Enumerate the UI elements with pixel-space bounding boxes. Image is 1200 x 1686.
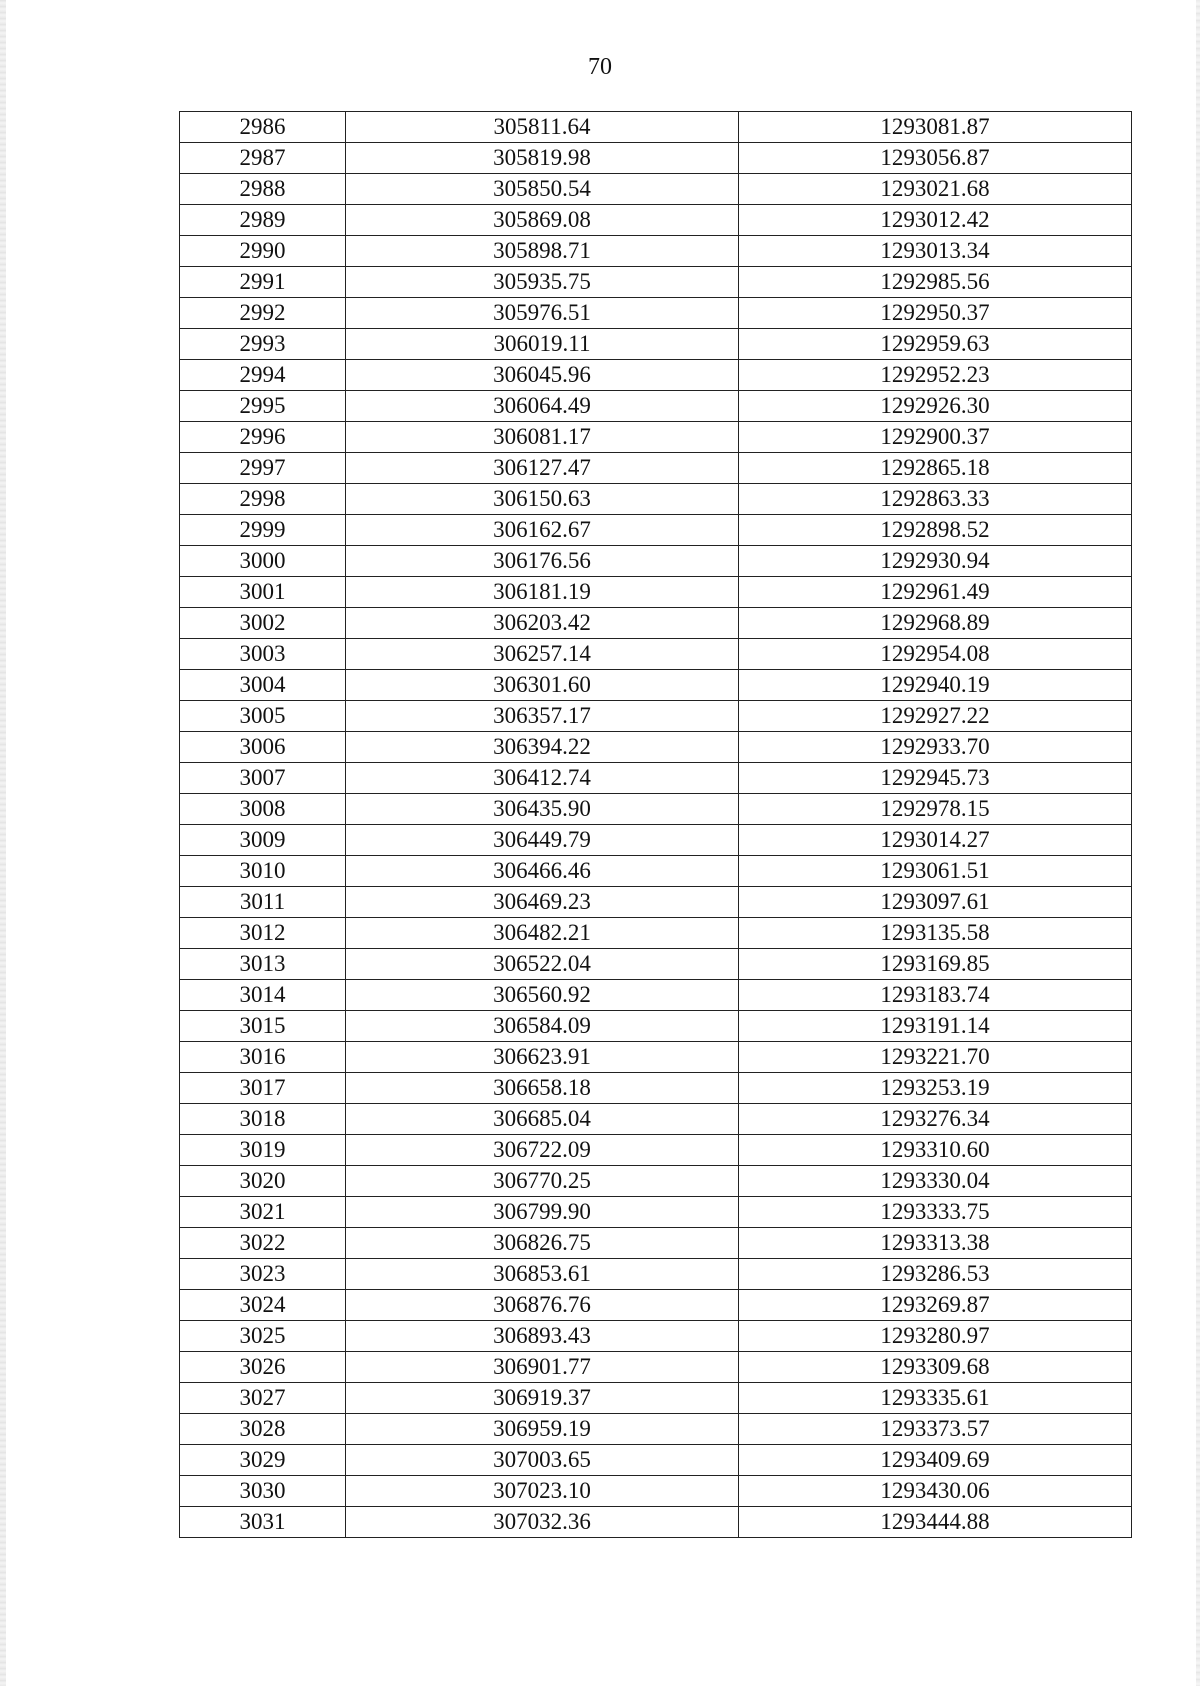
point-number-cell: 2997 [180, 453, 346, 484]
table-row [180, 453, 1132, 484]
table-row [180, 391, 1132, 422]
x-coordinate-cell: 306919.37 [346, 1383, 739, 1414]
x-coordinate-cell: 306257.14 [346, 639, 739, 670]
x-coordinate-cell: 306127.47 [346, 453, 739, 484]
point-number-cell: 3025 [180, 1321, 346, 1352]
x-coordinate-cell: 306449.79 [346, 825, 739, 856]
x-coordinate-cell: 306045.96 [346, 360, 739, 391]
table-row [180, 1507, 1132, 1538]
table-row [180, 825, 1132, 856]
y-coordinate-cell: 1293444.88 [739, 1507, 1132, 1538]
y-coordinate-cell: 1292933.70 [739, 732, 1132, 763]
point-number-cell: 3012 [180, 918, 346, 949]
y-coordinate-cell: 1293310.60 [739, 1135, 1132, 1166]
table-row [180, 732, 1132, 763]
table-row [180, 1321, 1132, 1352]
point-number-cell: 3024 [180, 1290, 346, 1321]
page-number: 70 [588, 54, 612, 80]
y-coordinate-cell: 1293253.19 [739, 1073, 1132, 1104]
x-coordinate-cell: 305898.71 [346, 236, 739, 267]
table-row [180, 856, 1132, 887]
point-number-cell: 2995 [180, 391, 346, 422]
point-number-cell: 3008 [180, 794, 346, 825]
point-number-cell: 3006 [180, 732, 346, 763]
x-coordinate-cell: 306412.74 [346, 763, 739, 794]
x-coordinate-cell: 306623.91 [346, 1042, 739, 1073]
scan-edge-right [1196, 0, 1200, 1686]
table-row [180, 639, 1132, 670]
x-coordinate-cell: 305976.51 [346, 298, 739, 329]
point-number-cell: 2988 [180, 174, 346, 205]
y-coordinate-cell: 1293286.53 [739, 1259, 1132, 1290]
x-coordinate-cell: 306685.04 [346, 1104, 739, 1135]
y-coordinate-cell: 1293309.68 [739, 1352, 1132, 1383]
y-coordinate-cell: 1293333.75 [739, 1197, 1132, 1228]
point-number-cell: 3016 [180, 1042, 346, 1073]
point-number-cell: 3003 [180, 639, 346, 670]
x-coordinate-cell: 306301.60 [346, 670, 739, 701]
x-coordinate-cell: 306799.90 [346, 1197, 739, 1228]
table-row [180, 1259, 1132, 1290]
y-coordinate-cell: 1293097.61 [739, 887, 1132, 918]
point-number-cell: 3028 [180, 1414, 346, 1445]
y-coordinate-cell: 1292865.18 [739, 453, 1132, 484]
y-coordinate-cell: 1292978.15 [739, 794, 1132, 825]
y-coordinate-cell: 1293191.14 [739, 1011, 1132, 1042]
table-row [180, 143, 1132, 174]
x-coordinate-cell: 306722.09 [346, 1135, 739, 1166]
point-number-cell: 3004 [180, 670, 346, 701]
point-number-cell: 2987 [180, 143, 346, 174]
y-coordinate-cell: 1293012.42 [739, 205, 1132, 236]
y-coordinate-cell: 1292950.37 [739, 298, 1132, 329]
y-coordinate-cell: 1293056.87 [739, 143, 1132, 174]
point-number-cell: 2992 [180, 298, 346, 329]
table-row [180, 918, 1132, 949]
table-row [180, 236, 1132, 267]
y-coordinate-cell: 1293221.70 [739, 1042, 1132, 1073]
y-coordinate-cell: 1293021.68 [739, 174, 1132, 205]
x-coordinate-cell: 306876.76 [346, 1290, 739, 1321]
x-coordinate-cell: 306584.09 [346, 1011, 739, 1042]
coordinate-table [179, 111, 1132, 1538]
point-number-cell: 3010 [180, 856, 346, 887]
table-row [180, 1011, 1132, 1042]
x-coordinate-cell: 306394.22 [346, 732, 739, 763]
y-coordinate-cell: 1292926.30 [739, 391, 1132, 422]
y-coordinate-cell: 1293430.06 [739, 1476, 1132, 1507]
x-coordinate-cell: 306560.92 [346, 980, 739, 1011]
point-number-cell: 3026 [180, 1352, 346, 1383]
x-coordinate-cell: 306853.61 [346, 1259, 739, 1290]
y-coordinate-cell: 1292927.22 [739, 701, 1132, 732]
x-coordinate-cell: 306176.56 [346, 546, 739, 577]
x-coordinate-cell: 306081.17 [346, 422, 739, 453]
table-row [180, 1042, 1132, 1073]
table-row [180, 329, 1132, 360]
x-coordinate-cell: 306893.43 [346, 1321, 739, 1352]
point-number-cell: 3002 [180, 608, 346, 639]
scan-edge-left [0, 0, 6, 1686]
table-row [180, 887, 1132, 918]
x-coordinate-cell: 306019.11 [346, 329, 739, 360]
y-coordinate-cell: 1292900.37 [739, 422, 1132, 453]
table-row [180, 608, 1132, 639]
y-coordinate-cell: 1292863.33 [739, 484, 1132, 515]
point-number-cell: 3000 [180, 546, 346, 577]
point-number-cell: 2989 [180, 205, 346, 236]
x-coordinate-cell: 306435.90 [346, 794, 739, 825]
point-number-cell: 3022 [180, 1228, 346, 1259]
point-number-cell: 3015 [180, 1011, 346, 1042]
table-row [180, 1073, 1132, 1104]
x-coordinate-cell: 306959.19 [346, 1414, 739, 1445]
table-row [180, 794, 1132, 825]
y-coordinate-cell: 1292954.08 [739, 639, 1132, 670]
x-coordinate-cell: 307023.10 [346, 1476, 739, 1507]
point-number-cell: 2990 [180, 236, 346, 267]
point-number-cell: 2991 [180, 267, 346, 298]
x-coordinate-cell: 306357.17 [346, 701, 739, 732]
point-number-cell: 3023 [180, 1259, 346, 1290]
point-number-cell: 3018 [180, 1104, 346, 1135]
x-coordinate-cell: 305811.64 [346, 112, 739, 143]
table-row [180, 701, 1132, 732]
point-number-cell: 3020 [180, 1166, 346, 1197]
y-coordinate-cell: 1293014.27 [739, 825, 1132, 856]
x-coordinate-cell: 306826.75 [346, 1228, 739, 1259]
point-number-cell: 2986 [180, 112, 346, 143]
x-coordinate-cell: 306901.77 [346, 1352, 739, 1383]
table-row [180, 670, 1132, 701]
point-number-cell: 3029 [180, 1445, 346, 1476]
table-row [180, 1104, 1132, 1135]
point-number-cell: 2998 [180, 484, 346, 515]
table-row [180, 1414, 1132, 1445]
x-coordinate-cell: 306770.25 [346, 1166, 739, 1197]
y-coordinate-cell: 1292985.56 [739, 267, 1132, 298]
table-row [180, 763, 1132, 794]
table-row [180, 422, 1132, 453]
table-row [180, 484, 1132, 515]
x-coordinate-cell: 305935.75 [346, 267, 739, 298]
point-number-cell: 3005 [180, 701, 346, 732]
y-coordinate-cell: 1292898.52 [739, 515, 1132, 546]
point-number-cell: 3013 [180, 949, 346, 980]
point-number-cell: 2993 [180, 329, 346, 360]
point-number-cell: 3021 [180, 1197, 346, 1228]
y-coordinate-cell: 1293081.87 [739, 112, 1132, 143]
y-coordinate-cell: 1293135.58 [739, 918, 1132, 949]
y-coordinate-cell: 1293330.04 [739, 1166, 1132, 1197]
x-coordinate-cell: 305850.54 [346, 174, 739, 205]
table-row [180, 577, 1132, 608]
table-row [180, 360, 1132, 391]
table-row [180, 1197, 1132, 1228]
coordinate-table-body [180, 112, 1132, 1538]
point-number-cell: 3014 [180, 980, 346, 1011]
point-number-cell: 3027 [180, 1383, 346, 1414]
x-coordinate-cell: 306064.49 [346, 391, 739, 422]
table-row [180, 205, 1132, 236]
x-coordinate-cell: 306181.19 [346, 577, 739, 608]
x-coordinate-cell: 306522.04 [346, 949, 739, 980]
table-row [180, 1445, 1132, 1476]
y-coordinate-cell: 1293313.38 [739, 1228, 1132, 1259]
y-coordinate-cell: 1293183.74 [739, 980, 1132, 1011]
x-coordinate-cell: 306658.18 [346, 1073, 739, 1104]
x-coordinate-cell: 307032.36 [346, 1507, 739, 1538]
y-coordinate-cell: 1293409.69 [739, 1445, 1132, 1476]
point-number-cell: 3017 [180, 1073, 346, 1104]
table-row [180, 949, 1132, 980]
table-row [180, 980, 1132, 1011]
table-row [180, 1228, 1132, 1259]
table-row [180, 1352, 1132, 1383]
table-row [180, 1383, 1132, 1414]
point-number-cell: 2996 [180, 422, 346, 453]
point-number-cell: 2999 [180, 515, 346, 546]
point-number-cell: 3001 [180, 577, 346, 608]
x-coordinate-cell: 307003.65 [346, 1445, 739, 1476]
y-coordinate-cell: 1293061.51 [739, 856, 1132, 887]
point-number-cell: 3009 [180, 825, 346, 856]
y-coordinate-cell: 1292945.73 [739, 763, 1132, 794]
point-number-cell: 3011 [180, 887, 346, 918]
x-coordinate-cell: 306482.21 [346, 918, 739, 949]
table-row [180, 515, 1132, 546]
point-number-cell: 3007 [180, 763, 346, 794]
x-coordinate-cell: 305819.98 [346, 143, 739, 174]
x-coordinate-cell: 306203.42 [346, 608, 739, 639]
x-coordinate-cell: 306162.67 [346, 515, 739, 546]
point-number-cell: 3030 [180, 1476, 346, 1507]
table-row [180, 1166, 1132, 1197]
table-row [180, 267, 1132, 298]
table-row [180, 174, 1132, 205]
point-number-cell: 3031 [180, 1507, 346, 1538]
y-coordinate-cell: 1292968.89 [739, 608, 1132, 639]
y-coordinate-cell: 1293335.61 [739, 1383, 1132, 1414]
x-coordinate-cell: 306150.63 [346, 484, 739, 515]
x-coordinate-cell: 306466.46 [346, 856, 739, 887]
y-coordinate-cell: 1292930.94 [739, 546, 1132, 577]
y-coordinate-cell: 1293269.87 [739, 1290, 1132, 1321]
y-coordinate-cell: 1293280.97 [739, 1321, 1132, 1352]
y-coordinate-cell: 1293169.85 [739, 949, 1132, 980]
table-row [180, 1290, 1132, 1321]
point-number-cell: 3019 [180, 1135, 346, 1166]
table-row [180, 546, 1132, 577]
point-number-cell: 2994 [180, 360, 346, 391]
y-coordinate-cell: 1292959.63 [739, 329, 1132, 360]
y-coordinate-cell: 1293373.57 [739, 1414, 1132, 1445]
table-row [180, 298, 1132, 329]
y-coordinate-cell: 1292961.49 [739, 577, 1132, 608]
y-coordinate-cell: 1292940.19 [739, 670, 1132, 701]
y-coordinate-cell: 1293013.34 [739, 236, 1132, 267]
x-coordinate-cell: 306469.23 [346, 887, 739, 918]
table-row [180, 1135, 1132, 1166]
y-coordinate-cell: 1293276.34 [739, 1104, 1132, 1135]
table-row [180, 1476, 1132, 1507]
table-row [180, 112, 1132, 143]
y-coordinate-cell: 1292952.23 [739, 360, 1132, 391]
x-coordinate-cell: 305869.08 [346, 205, 739, 236]
